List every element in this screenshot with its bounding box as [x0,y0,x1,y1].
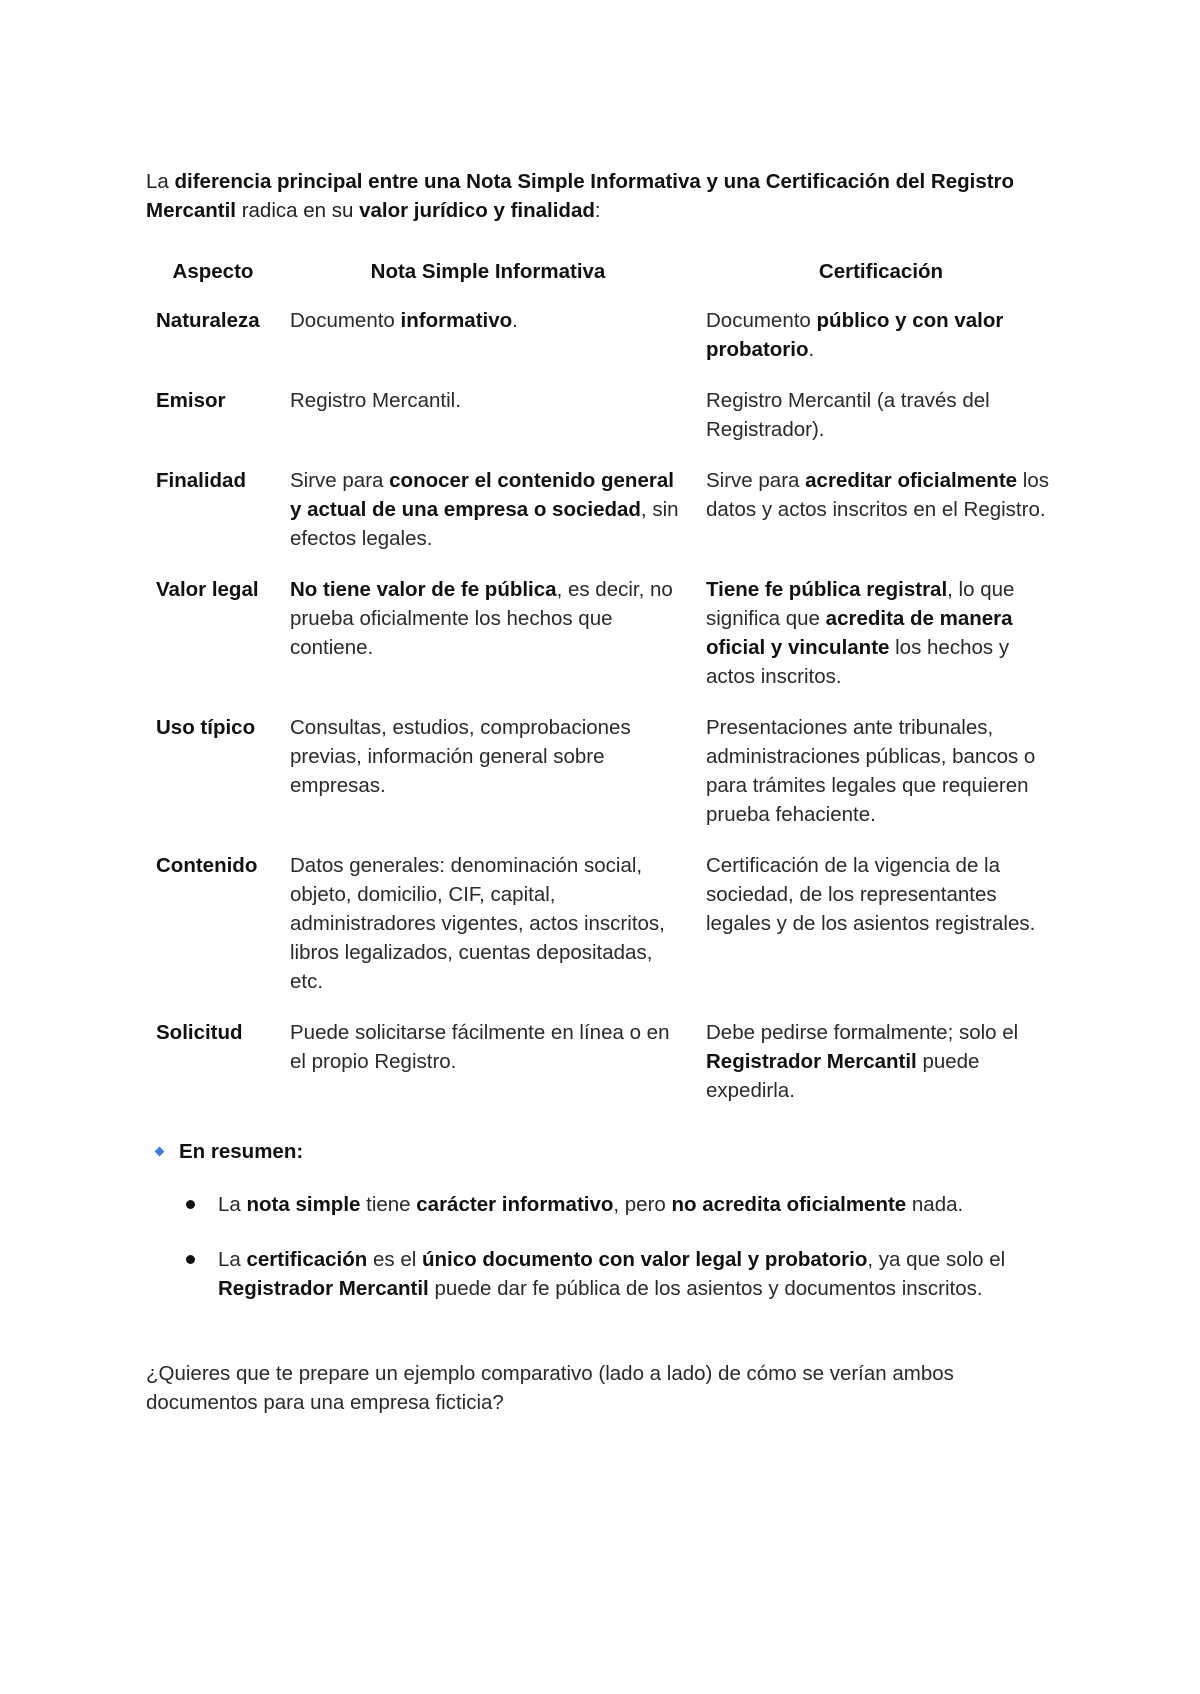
cell-text: Datos generales: denominación social, objeto, domicilio, CIF, capital, administradores vigentes, actos inscritos, libros legalizados, cuentas depositadas, etc. [290,854,665,993]
aspect-cell: Emisor [156,389,226,412]
table-row [146,1018,1066,1127]
intro-text-2: radica en su [236,199,360,222]
aspect-cell: Contenido [156,854,258,877]
cert-cell [696,575,1066,713]
cell-bold: acreditar oficialmente [805,469,1018,492]
cert-cell [696,386,1066,466]
nota-cell [280,306,696,386]
cell-text: Puede solicitarse fácilmente en línea o en el propio Registro. [290,1021,670,1073]
cell-text: Sirve para [290,469,390,492]
nota-cell [280,851,696,1018]
cell-text: Registro Mercantil (a través del Registrador). [706,389,990,441]
intro-text-3: : [594,199,601,222]
black-dot-icon [186,1200,195,1209]
item-text: La [218,1193,247,1216]
intro-text-1: La [146,170,175,193]
cert-cell [696,466,1066,575]
table-row [146,386,1066,466]
table-row [146,306,1066,386]
cell-bold: No tiene valor de fe pública [290,578,557,601]
cell-text: Certificación de la vigencia de la sociedad, de los representantes legales y de los asientos registrales. [706,854,1036,935]
cell-text: Documento [290,309,401,332]
aspect-cell: Finalidad [156,469,246,492]
aspect-cell: Uso típico [156,716,256,739]
summary-title: En resumen: [179,1140,304,1163]
cell-bold: conocer el contenido general y actual de una empresa o sociedad [290,469,674,521]
closing-question: ¿Quieres que te prepare un ejemplo comparativo (lado a lado) de cómo se verían ambos documentos para una empresa ficticia? [146,1362,954,1414]
cell-text: Documento [706,309,817,332]
cell-text: Sirve para [706,469,806,492]
cell-text: puede expedirla. [706,1050,980,1102]
cell-text: , es decir, no prueba oficialmente los hechos que contiene. [290,578,673,659]
cell-text: los datos y actos inscritos en el Registro. [706,469,1049,521]
item-bold: carácter informativo [416,1193,614,1216]
item-bold: Registrador Mercantil [218,1277,429,1300]
cell-bold: público y con valor probatorio [706,309,1004,361]
cell-bold: Tiene fe pública registral [706,578,948,601]
cell-text: . [808,338,815,361]
intro-paragraph [146,167,1066,225]
header-aspecto: Aspecto [172,260,254,283]
item-text: , pero [613,1193,672,1216]
item-text: nada. [906,1193,964,1216]
small-blue-diamond-icon [155,1147,165,1157]
nota-cell [280,386,696,466]
aspect-cell: Naturaleza [156,309,260,332]
comparison-table [146,257,1066,1127]
item-text: puede dar fe pública de los asientos y documentos inscritos. [428,1277,983,1300]
cell-text: , sin efectos legales. [290,498,679,550]
black-dot-icon [186,1255,195,1264]
cell-text: Debe pedirse formalmente; solo el [706,1021,1019,1044]
cert-cell [696,1018,1066,1127]
cell-text: . [512,309,518,332]
item-text: , ya que solo el [867,1248,1006,1271]
table-row [146,575,1066,713]
cell-text: los hechos y actos inscritos. [706,636,1010,688]
table-row [146,466,1066,575]
item-bold: único documento con valor legal y probatorio [421,1248,868,1271]
item-bold: certificación [246,1248,368,1271]
document-page [146,167,1066,1438]
summary-list [146,1190,1066,1303]
cell-text: , lo que significa que [706,578,1015,630]
cell-bold: acredita de manera oficial y vinculante [706,607,1013,659]
cell-text: Presentaciones ante tribunales, administraciones públicas, bancos o para trámites legales que requieren prueba fehaciente. [706,716,1036,826]
summary-heading [146,1137,1066,1166]
item-text: tiene [360,1193,417,1216]
list-item [146,1245,1066,1303]
header-certificacion: Certificación [818,260,944,283]
nota-cell [280,713,696,851]
nota-cell [280,1018,696,1127]
cert-cell [696,306,1066,386]
table-row [146,851,1066,1018]
list-item [146,1190,1066,1219]
table-header-row [146,257,1066,306]
header-nota-simple: Nota Simple Informativa [370,260,606,283]
cert-cell [696,713,1066,851]
cell-text: Consultas, estudios, comprobaciones previas, información general sobre empresas. [290,716,631,797]
aspect-cell: Valor legal [156,578,259,601]
aspect-cell: Solicitud [156,1021,243,1044]
intro-bold-1: diferencia principal entre una Nota Simple Informativa y una Certificación del Registro Mercantil [146,170,1015,222]
intro-bold-2: valor jurídico y finalidad [359,199,595,222]
nota-cell [280,466,696,575]
item-bold: no acredita oficialmente [671,1193,907,1216]
item-bold: nota simple [246,1193,361,1216]
cert-cell [696,851,1066,1018]
nota-cell [280,575,696,713]
table-row [146,713,1066,851]
cell-bold: informativo [400,309,513,332]
cell-text: Registro Mercantil. [290,389,461,412]
item-text: La [218,1248,247,1271]
item-text: es el [367,1248,422,1271]
cell-bold: Registrador Mercantil [706,1050,917,1073]
